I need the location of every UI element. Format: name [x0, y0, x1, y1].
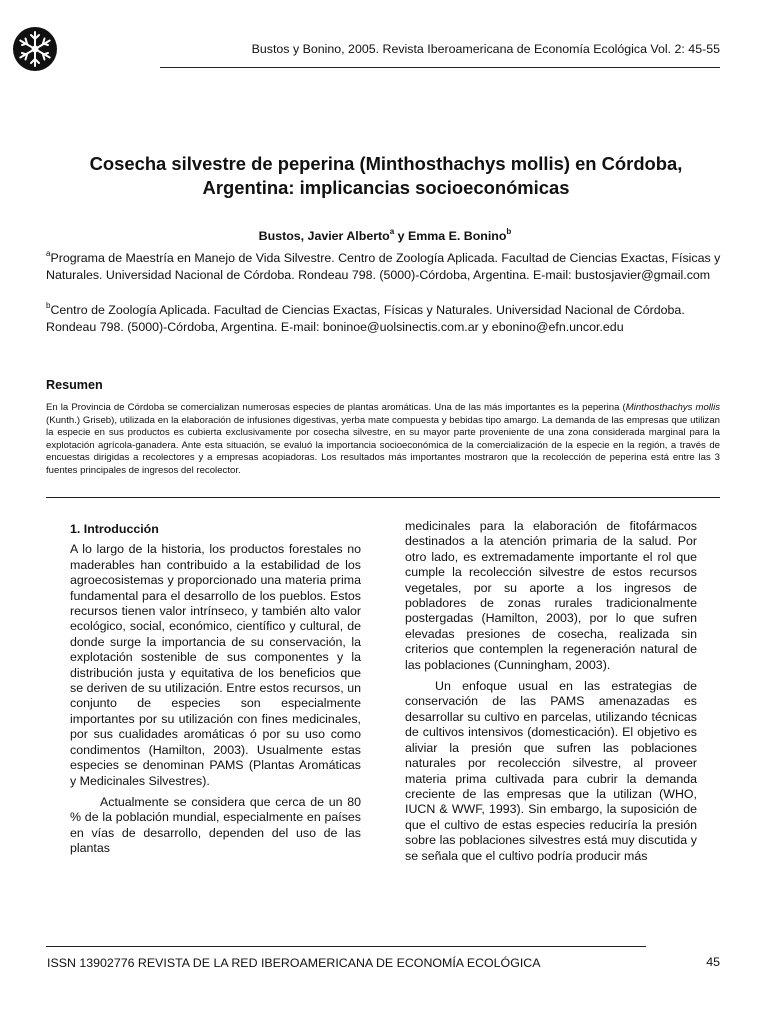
- affiliation-a-marker: a: [46, 249, 51, 258]
- author-1-affiliation-marker: a: [389, 227, 395, 236]
- body-column-right: [405, 519, 697, 864]
- page-number: 45: [706, 955, 720, 969]
- author-list: [60, 229, 710, 243]
- paper-title-line-1: Cosecha silvestre de peperina (Minthosthachys mollis) en Córdoba,: [89, 153, 683, 174]
- section-heading-introduction: 1. Introducción: [70, 522, 159, 536]
- abstract-text-part-1: En la Provincia de Córdoba se comercializan numerosas especies de plantas aromáticas. Una de las más importantes es la peperina (: [46, 402, 626, 413]
- abstract-text-part-2: (Kunth.) Griseb), utilizada en la elaboración de infusiones digestivas, yerba mate compuesta y bebidas tipo amargo. La demanda de las empresas que utilizan la especie en sus productos es cubierta exclusivamente por cosecha silvestre, en su mayor parte proveniente de una zona considerada marginal para la explotación agrícola-ganadera. Ante esta situación, se evaluó la importancia socioeconómica de la comercialización de la especie en la región, a través de encuestas dirigidas a recolectores y a empresas acopiadoras. Los resultados más importantes mostraron que la recolección de peperina está entre las 3 fuentes principales de ingresos del recolector.: [46, 414, 720, 476]
- abstract-species-name: Minthosthachys mollis: [625, 402, 720, 413]
- footer-rule: [46, 946, 646, 947]
- abstract-text: [46, 402, 720, 478]
- body-paragraph: Un enfoque usual en las estrategias de conservación de las PAMS amenazadas es desarrollar su cultivo en parcelas, utilizando técnicas de cultivos intensivos (domesticación). El objetivo es aliviar la presión que sufren las poblaciones naturales por recolección silvestre, al proveer materia prima cultivada para cubrir la demanda creciente de las empresas que la utilizan (WHO, IUCN & WWF, 1993). Sin embargo, la suposición de que el cultivo de estas especies reduciría la presión sobre las poblaciones silvestres está muy discutida y se señala que el cultivo podría producir más: [405, 679, 697, 863]
- affiliation-a: [46, 250, 726, 283]
- abstract-heading: Resumen: [46, 378, 103, 392]
- body-paragraph: A lo largo de la historia, los productos forestales no maderables han contribuido a la estabilidad de los agroecosistemas y proporcionado una materia prima fundamental para el desarrollo de los pueblos. Estos recursos tienen valor intrínseco, y también alto valor ecológico, social, económico, científico y cultural, de donde surge la importancia de su conservación, la explotación sostenible de sus componentes y la distribución justa y equitativa de los beneficios que se deriven de su utilización. Entre estos recursos, un conjunto de especies son especialmente importantes por su utilización con fines medicinales, por sus cualidades aromáticas ó por su uso como condimentos (Hamilton, 2003). Usualmente estas especies se denominan PAMS (Plantas Aromáticas y Medicinales Silvestres).: [70, 542, 361, 788]
- affiliation-b-text: Centro de Zoología Aplicada. Facultad de Ciencias Exactas, Físicas y Naturales. Universidad Nacional de Córdoba. Rondeau 798. (5000)-Córdoba, Argentina. E-mail: boninoe@uolsinectis.com.ar y ebonino@efn.uncor.edu: [46, 303, 685, 334]
- body-column-left: [70, 522, 361, 857]
- footer-journal-issn: ISSN 13902776 REVISTA DE LA RED IBEROAMERICANA DE ECONOMÍA ECOLÓGICA: [47, 956, 541, 970]
- author-2: Emma E. Bonino: [407, 229, 507, 243]
- snowflake-seal-icon: [12, 26, 58, 72]
- body-paragraph: medicinales para la elaboración de fitofármacos destinados a la atención primaria de la salud. Por otro lado, es extremadamente importante el rol que cumple la recolección silvestre de estos recursos vegetales, por su aporte a los ingresos de pobladores de zonas rurales tradicionalmente postergadas (Hamilton, 2003), por lo que sufren elevadas presiones de cosecha, realizada sin criterios que contemplen la regeneración natural de las poblaciones (Cunningham, 2003).: [405, 519, 697, 672]
- header-rule: [160, 67, 720, 68]
- header-citation: Bustos y Bonino, 2005. Revista Iberoamericana de Economía Ecológica Vol. 2: 45-55: [251, 42, 720, 56]
- author-conjunction: y: [394, 229, 408, 243]
- paper-title: [40, 152, 732, 200]
- paper-title-line-2: Argentina: implicancias socioeconómicas: [202, 177, 570, 198]
- author-1: Bustos, Javier Alberto: [258, 229, 390, 243]
- body-paragraph: Actualmente se considera que cerca de un 80 % de la población mundial, especialmente en países en vías de desarrollo, dependen del uso de las plantas: [70, 794, 361, 856]
- affiliation-b-marker: b: [46, 301, 51, 310]
- affiliation-a-text: Programa de Maestría en Manejo de Vida Silvestre. Centro de Zoología Aplicada. Facultad de Ciencias Exactas, Físicas y Naturales. Universidad Nacional de Córdoba. Rondeau 798. (5000)-Córdoba, Argentina. E-mail: bustosjavier@gmail.com: [46, 251, 721, 282]
- affiliation-b: [46, 302, 726, 335]
- author-2-affiliation-marker: b: [506, 227, 512, 236]
- abstract-rule: [46, 497, 720, 498]
